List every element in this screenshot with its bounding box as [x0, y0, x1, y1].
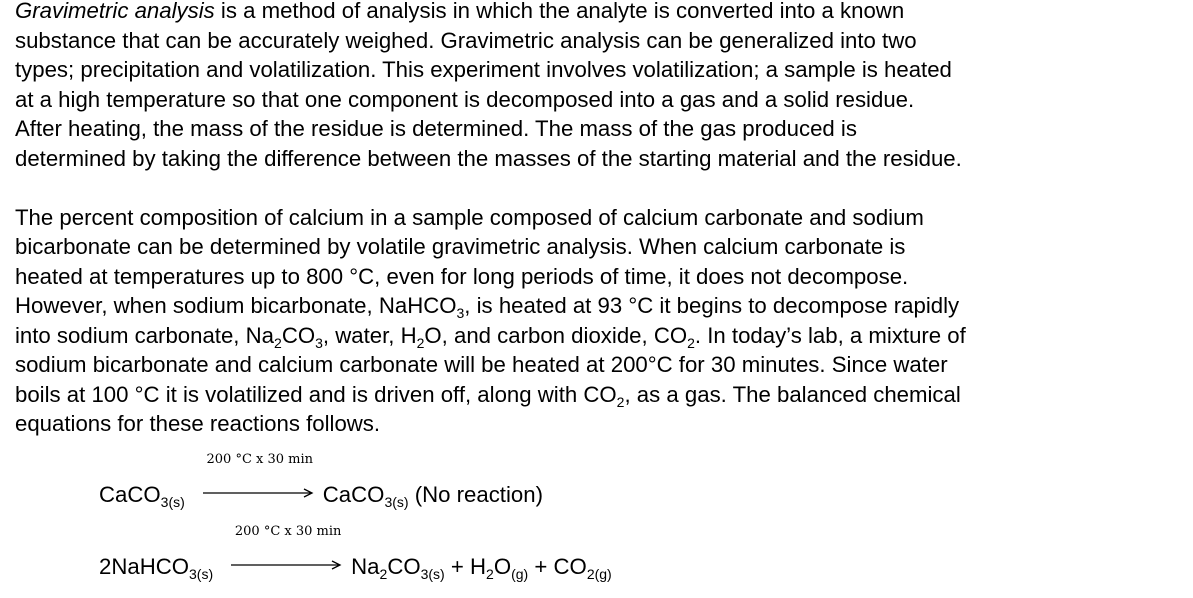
eq2-plus-sign: +	[528, 554, 554, 579]
eq1-condition-label: 200 °C x 30 min	[206, 452, 314, 467]
text-line: The percent composition of calcium in a sample composed of calcium carbonate and sodium	[15, 204, 924, 230]
equation-sodium-bicarbonate	[99, 524, 612, 582]
text-line: heated at temperatures up to 800 °C, even for long periods of time, it does not decompose.	[15, 263, 909, 289]
eq1-reactant: CaCO$_{3(s)}$	[99, 482, 185, 510]
eq2-reactant: 2NaHCO$_{3(s)}$	[99, 554, 214, 582]
text-line: equations for these reactions follows.	[15, 411, 381, 436]
paragraph-calcium-composition	[15, 203, 1185, 439]
text-line: substance that can be accurately weighed. Gravimetric analysis can be generalized into two	[15, 27, 917, 53]
right-arrow-icon	[231, 560, 345, 570]
paragraph-gravimetric-intro	[15, 0, 1185, 173]
text-line: boils at 100 °C it is volatilized and is driven off, along with $CO_2$, as a gas. The balanced chemical	[15, 381, 961, 410]
eq2-plus-sign: +	[444, 554, 471, 579]
eq1-reaction-arrow	[203, 452, 317, 508]
paragraph-spacer	[15, 173, 1185, 203]
equation-calcium-carbonate	[99, 452, 543, 510]
text-line: into sodium carbonate, $Na_2CO_3$, water, $H_2O$, and carbon dioxide, $CO_2$. In today’s lab, a mixture of	[15, 322, 966, 351]
eq2-product-sodium-carbonate: $Na_2CO_{3(s)}$	[351, 554, 445, 582]
eq1-product: CaCO$_{3(s)}$	[322, 482, 409, 510]
text-line: After heating, the mass of the residue is determined. The mass of the gas produced is	[15, 116, 857, 141]
eq2-product-water: $H_2O_{(g)}$	[470, 554, 529, 582]
text-line: sodium bicarbonate and calcium carbonate will be heated at 200°C for 30 minutes. Since water	[15, 352, 948, 377]
document-body	[15, 0, 1185, 439]
term-gravimetric-analysis: Gravimetric analysis	[15, 0, 215, 23]
right-arrow-icon	[203, 488, 317, 498]
eq1-note: (No reaction)	[408, 482, 543, 507]
text-line: determined by taking the difference between the masses of the starting material and the residue.	[15, 145, 962, 171]
text-line: However, when sodium bicarbonate, NaHCO$_3$, is heated at 93 °C it begins to decompose rapidly	[15, 293, 960, 321]
eq2-product-carbon-dioxide: $CO_{2(g)}$	[553, 554, 612, 582]
text-line: Gravimetric analysis is a method of analysis in which the analyte is converted into a known	[15, 0, 905, 23]
text-line: types; precipitation and volatilization. This experiment involves volatilization; a sample is heated	[15, 57, 952, 82]
text-line: at a high temperature so that one component is decomposed into a gas and a solid residue.	[15, 86, 915, 112]
eq2-condition-label: 200 °C x 30 min	[234, 524, 342, 539]
text-line: bicarbonate can be determined by volatile gravimetric analysis. When calcium carbonate is	[15, 234, 906, 259]
eq2-reaction-arrow	[231, 524, 345, 580]
